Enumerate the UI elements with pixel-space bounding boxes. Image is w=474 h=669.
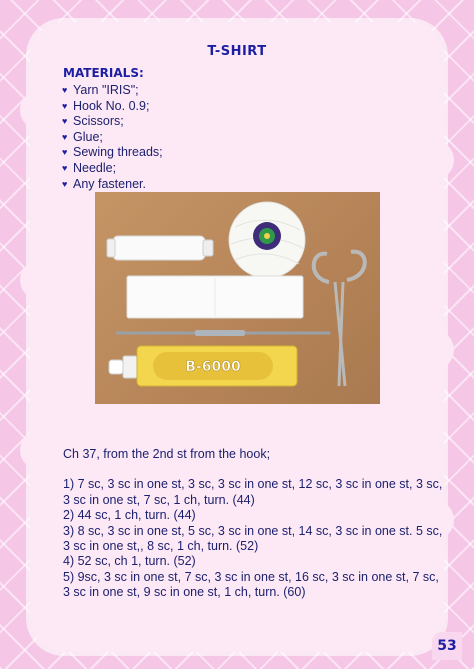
- scissors-image: [314, 252, 365, 386]
- instruction-row: 2) 44 sc, 1 ch, turn. (44): [63, 508, 196, 523]
- page-number: 53: [432, 632, 462, 660]
- heart-icon: ♥: [62, 100, 68, 111]
- list-item: ♥ Hook No. 0.9;: [62, 98, 150, 113]
- glue-brand-label: B-6000: [185, 359, 241, 375]
- instruction-row: 3 sc in one st, 7 sc, 1 ch, turn. (44): [63, 492, 255, 507]
- heart-icon: ♥: [62, 147, 68, 158]
- instruction-row: 3 sc in one st,, 8 sc, 1 ch, turn. (52): [63, 539, 259, 554]
- instructions-intro: Ch 37, from the 2nd st from the hook;: [63, 447, 271, 461]
- heart-icon: ♥: [62, 162, 68, 173]
- page-title: T-SHIRT: [207, 44, 267, 59]
- yarn-ball-image: [229, 202, 305, 278]
- heart-icon: ♥: [62, 85, 68, 95]
- crochet-hook-image: [117, 330, 329, 336]
- list-item: ♥ Sewing threads;: [62, 145, 163, 160]
- materials-heading: MATERIALS:: [63, 66, 144, 80]
- instruction-row: 3 sc in one st, 9 sc in one st, 1 ch, turn. (60): [63, 585, 306, 600]
- thread-spool-image: [107, 236, 213, 260]
- fabric-strip-image: [127, 276, 303, 318]
- list-item: ♥ Scissors;: [62, 114, 124, 129]
- instruction-row: 5) 9sc, 3 sc in one st, 7 sc, 3 sc in one st, 16 sc, 3 sc in one st, 7 sc,: [63, 569, 439, 584]
- scallop-decoration: [20, 260, 60, 300]
- scallop-decoration: [414, 140, 454, 180]
- instructions-block: [63, 447, 453, 601]
- list-item: ♥ Glue;: [62, 129, 103, 144]
- list-item: ♥ Yarn "IRIS";: [62, 83, 139, 97]
- glue-tube-image: [109, 346, 297, 386]
- instruction-row: 1) 7 sc, 3 sc in one st, 3 sc, 3 sc in one st, 12 sc, 3 sc in one st, 3 sc,: [63, 477, 443, 492]
- materials-photo: [95, 192, 380, 404]
- materials-list: [62, 83, 163, 192]
- instruction-row: 4) 52 sc, ch 1, turn. (52): [63, 554, 196, 569]
- scallop-decoration: [20, 90, 60, 130]
- heart-icon: ♥: [62, 178, 68, 189]
- scallop-decoration: [414, 330, 454, 370]
- scallop-decoration: [20, 430, 60, 470]
- list-item: ♥ Needle;: [62, 160, 117, 175]
- heart-icon: ♥: [62, 131, 68, 142]
- heart-icon: ♥: [62, 116, 68, 127]
- instruction-row: 3) 8 sc, 3 sc in one st, 5 sc, 3 sc in one st, 14 sc, 3 sc in one st. 5 sc,: [63, 523, 443, 538]
- list-item: ♥ Any fastener.: [62, 176, 146, 191]
